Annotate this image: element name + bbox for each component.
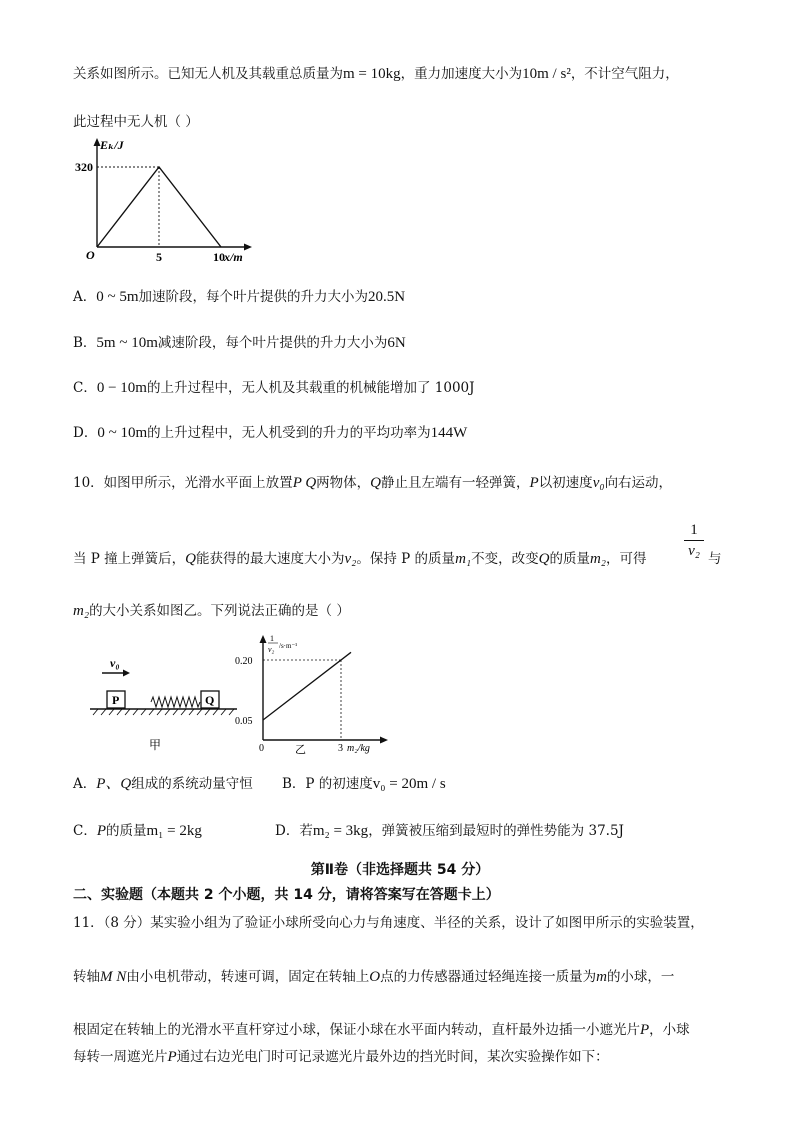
q11-p: P — [167, 1049, 177, 1065]
option-text: 减速阶段，每个叶片提供的升力大小为 — [157, 335, 388, 351]
yi-ylabel-den: v₂ — [268, 645, 275, 654]
option-math: v₀ = 20m / s — [372, 776, 446, 792]
yi-ytick-005: 0.05 — [235, 716, 253, 727]
option-math: P — [96, 823, 107, 839]
section-subtitle: 二、实验题（本题共 2 个小题，共 14 分，请将答案写在答题卡上） — [73, 887, 500, 903]
option-label: C． — [73, 380, 97, 396]
yi-xtick-3: 3 — [338, 743, 343, 754]
option-math: m₁ = 2kg — [146, 823, 202, 839]
jia-q-label: Q — [205, 693, 215, 707]
q9-ytick-320: 320 — [75, 160, 93, 174]
q11-mn: M N — [100, 969, 127, 985]
q10-text: 当 P 撞上弹簧后， — [73, 551, 186, 567]
yi-caption: 乙 — [295, 744, 306, 756]
option-text: ，弹簧被压缩到最短时的弹性势能为 37.5J — [368, 823, 624, 839]
yi-series-line — [263, 652, 351, 720]
q9-chart — [75, 135, 260, 265]
q9-x-arrow — [244, 244, 252, 251]
q10-line2-tail: 与 — [708, 551, 722, 567]
q10-m2: m₂ — [589, 551, 607, 567]
option-label: C． — [73, 823, 97, 839]
option-label: B． — [282, 776, 306, 792]
section-title: 第Ⅱ卷（非选择题共 54 分） — [310, 862, 490, 878]
q10-pq: P Q — [292, 475, 317, 491]
jia-v0-arrowhead — [123, 670, 130, 677]
option-label: B． — [73, 335, 97, 351]
q11-text: 转轴 — [73, 969, 100, 985]
option-text: 的上升过程中，无人机受到的升力的平均功率为 — [147, 425, 431, 441]
q10-v0: v₀ — [592, 475, 605, 491]
yi-x-arrow — [380, 737, 388, 744]
q10-fraction — [684, 520, 704, 561]
q10-option-a[interactable] — [73, 772, 253, 793]
q10-m1: m₁ — [455, 551, 472, 567]
q9-option-b[interactable] — [73, 331, 406, 352]
jia-v0-label: v₀ — [110, 656, 120, 670]
q11-p: P — [640, 1022, 650, 1038]
option-math: 0 − 10m — [96, 380, 147, 396]
option-text: 加速阶段，每个叶片提供的升力大小为 — [138, 289, 369, 305]
option-text: 若 — [299, 823, 313, 839]
option-math: 0 ~ 10m — [97, 425, 148, 441]
q9-xtick-5: 5 — [156, 250, 162, 264]
q10-text: 不变，改变 — [471, 551, 539, 567]
q10-chart-yi — [225, 630, 395, 758]
q10-option-b[interactable] — [282, 772, 446, 793]
fraction-denominator: v₂ — [688, 543, 700, 559]
q9-line2: 此过程中无人机（ ） — [73, 114, 199, 130]
q10-line1 — [73, 471, 672, 492]
q10-text: 静止且左端有一轻弹簧， — [381, 475, 530, 491]
q10-p: P — [529, 475, 539, 491]
q10-text: 能获得的最大速度大小为 — [196, 551, 345, 567]
q11-text: 的小球，一 — [606, 969, 675, 985]
yi-xlabel: m₂/kg — [347, 743, 370, 754]
q10-m2: m₂ — [73, 603, 90, 619]
option-text: 组成的系统动量守恒 — [131, 776, 253, 792]
option-label: A． — [73, 776, 97, 792]
q11-text: ，小球 — [649, 1022, 690, 1038]
q10-line3 — [73, 599, 350, 620]
yi-ylabel-num: 1 — [270, 634, 274, 643]
q11-text: 每转一周遮光片 — [73, 1049, 168, 1065]
q9-option-d[interactable] — [73, 421, 467, 442]
option-value: 6N — [387, 335, 406, 351]
q10-text: 10．如图甲所示，光滑水平面上放置 — [73, 475, 293, 491]
q11-text: 通过右边光电门时可记录遮光片最外边的挡光时间，某次实验操作如下： — [176, 1049, 609, 1065]
option-text: 的质量 — [106, 823, 147, 839]
option-value: 20.5N — [368, 289, 406, 305]
q11-line3 — [73, 1018, 690, 1039]
option-label: D． — [73, 425, 98, 441]
q9-text: 关系如图所示。已知无人机及其载重总质量为 — [73, 66, 343, 82]
q9-ylabel: Eₖ/J — [100, 138, 124, 152]
yi-xtick-0: 0 — [259, 743, 264, 754]
q10-fig-jia — [85, 655, 245, 755]
q9-option-c[interactable] — [73, 376, 475, 397]
q9-origin: O — [86, 248, 95, 262]
q9-text-c: ，不计空气阻力， — [570, 66, 679, 82]
jia-spring — [151, 697, 200, 707]
q10-q: Q — [370, 475, 382, 491]
q10-text: 的质量 — [549, 551, 590, 567]
q10-option-d[interactable] — [275, 819, 624, 840]
option-math: P、Q — [96, 776, 132, 792]
q9-text-b: ，重力加速度大小为 — [400, 66, 523, 82]
q11-o: O — [369, 969, 381, 985]
yi-ylabel-unit: /s·m⁻¹ — [279, 642, 298, 650]
q11-line4 — [73, 1045, 609, 1066]
fraction-numerator: 1 — [684, 520, 704, 541]
q9-xtick-10: 10 — [213, 250, 225, 264]
q10-text: ，可得 — [606, 551, 647, 567]
q10-option-c[interactable] — [73, 819, 202, 840]
q10-q: Q — [185, 551, 197, 567]
q10-text: 的大小关系如图乙。下列说法正确的是（ ） — [89, 603, 350, 619]
q11-text: 由小电机带动，转速可调，固定在转轴上 — [126, 969, 370, 985]
q10-text: 两物体， — [316, 475, 371, 491]
option-text: P 的初速度 — [305, 776, 373, 792]
q11-m: m — [596, 969, 607, 985]
q10-text: 以初速度 — [538, 475, 593, 491]
yi-y-arrow — [260, 635, 267, 643]
option-math: m₂ = 3kg — [312, 823, 369, 839]
q11-text: 根固定在转轴上的光滑水平直杆穿过小球，保证小球在水平面内转动，直杆最外边插一小遮光片 — [73, 1022, 640, 1038]
q9-mass: m = 10kg — [343, 66, 401, 82]
option-value: 144W — [430, 425, 468, 441]
q10-v2: v₂ — [344, 551, 357, 567]
q10-line2 — [73, 547, 647, 568]
q9-g: 10m / s² — [522, 66, 571, 82]
q10-text: 向右运动， — [604, 475, 673, 491]
jia-ground-hatch — [93, 709, 234, 715]
option-label: A． — [73, 289, 97, 305]
q9-xlabel: x/m — [224, 250, 243, 264]
q11-line1: 11．（8 分）某实验小组为了验证小球所受向心力与角速度、半径的关系，设计了如图甲所示的实验装置， — [73, 915, 704, 931]
q11-text: 点的力传感器通过轻绳连接一质量为 — [380, 969, 597, 985]
q11-line2 — [73, 965, 674, 986]
option-label: D． — [275, 823, 300, 839]
q10-text: 。保持 P 的质量 — [356, 551, 456, 567]
q9-option-a[interactable] — [73, 285, 405, 306]
q9-line1 — [73, 62, 679, 83]
jia-caption: 甲 — [149, 738, 162, 752]
yi-ytick-020: 0.20 — [235, 656, 253, 667]
jia-p-label: P — [112, 693, 120, 707]
option-math: 5m ~ 10m — [96, 335, 158, 351]
option-text: 的上升过程中，无人机及其载重的机械能增加了 1000J — [146, 380, 475, 396]
q10-q: Q — [538, 551, 550, 567]
option-math: 0 ~ 5m — [96, 289, 139, 305]
